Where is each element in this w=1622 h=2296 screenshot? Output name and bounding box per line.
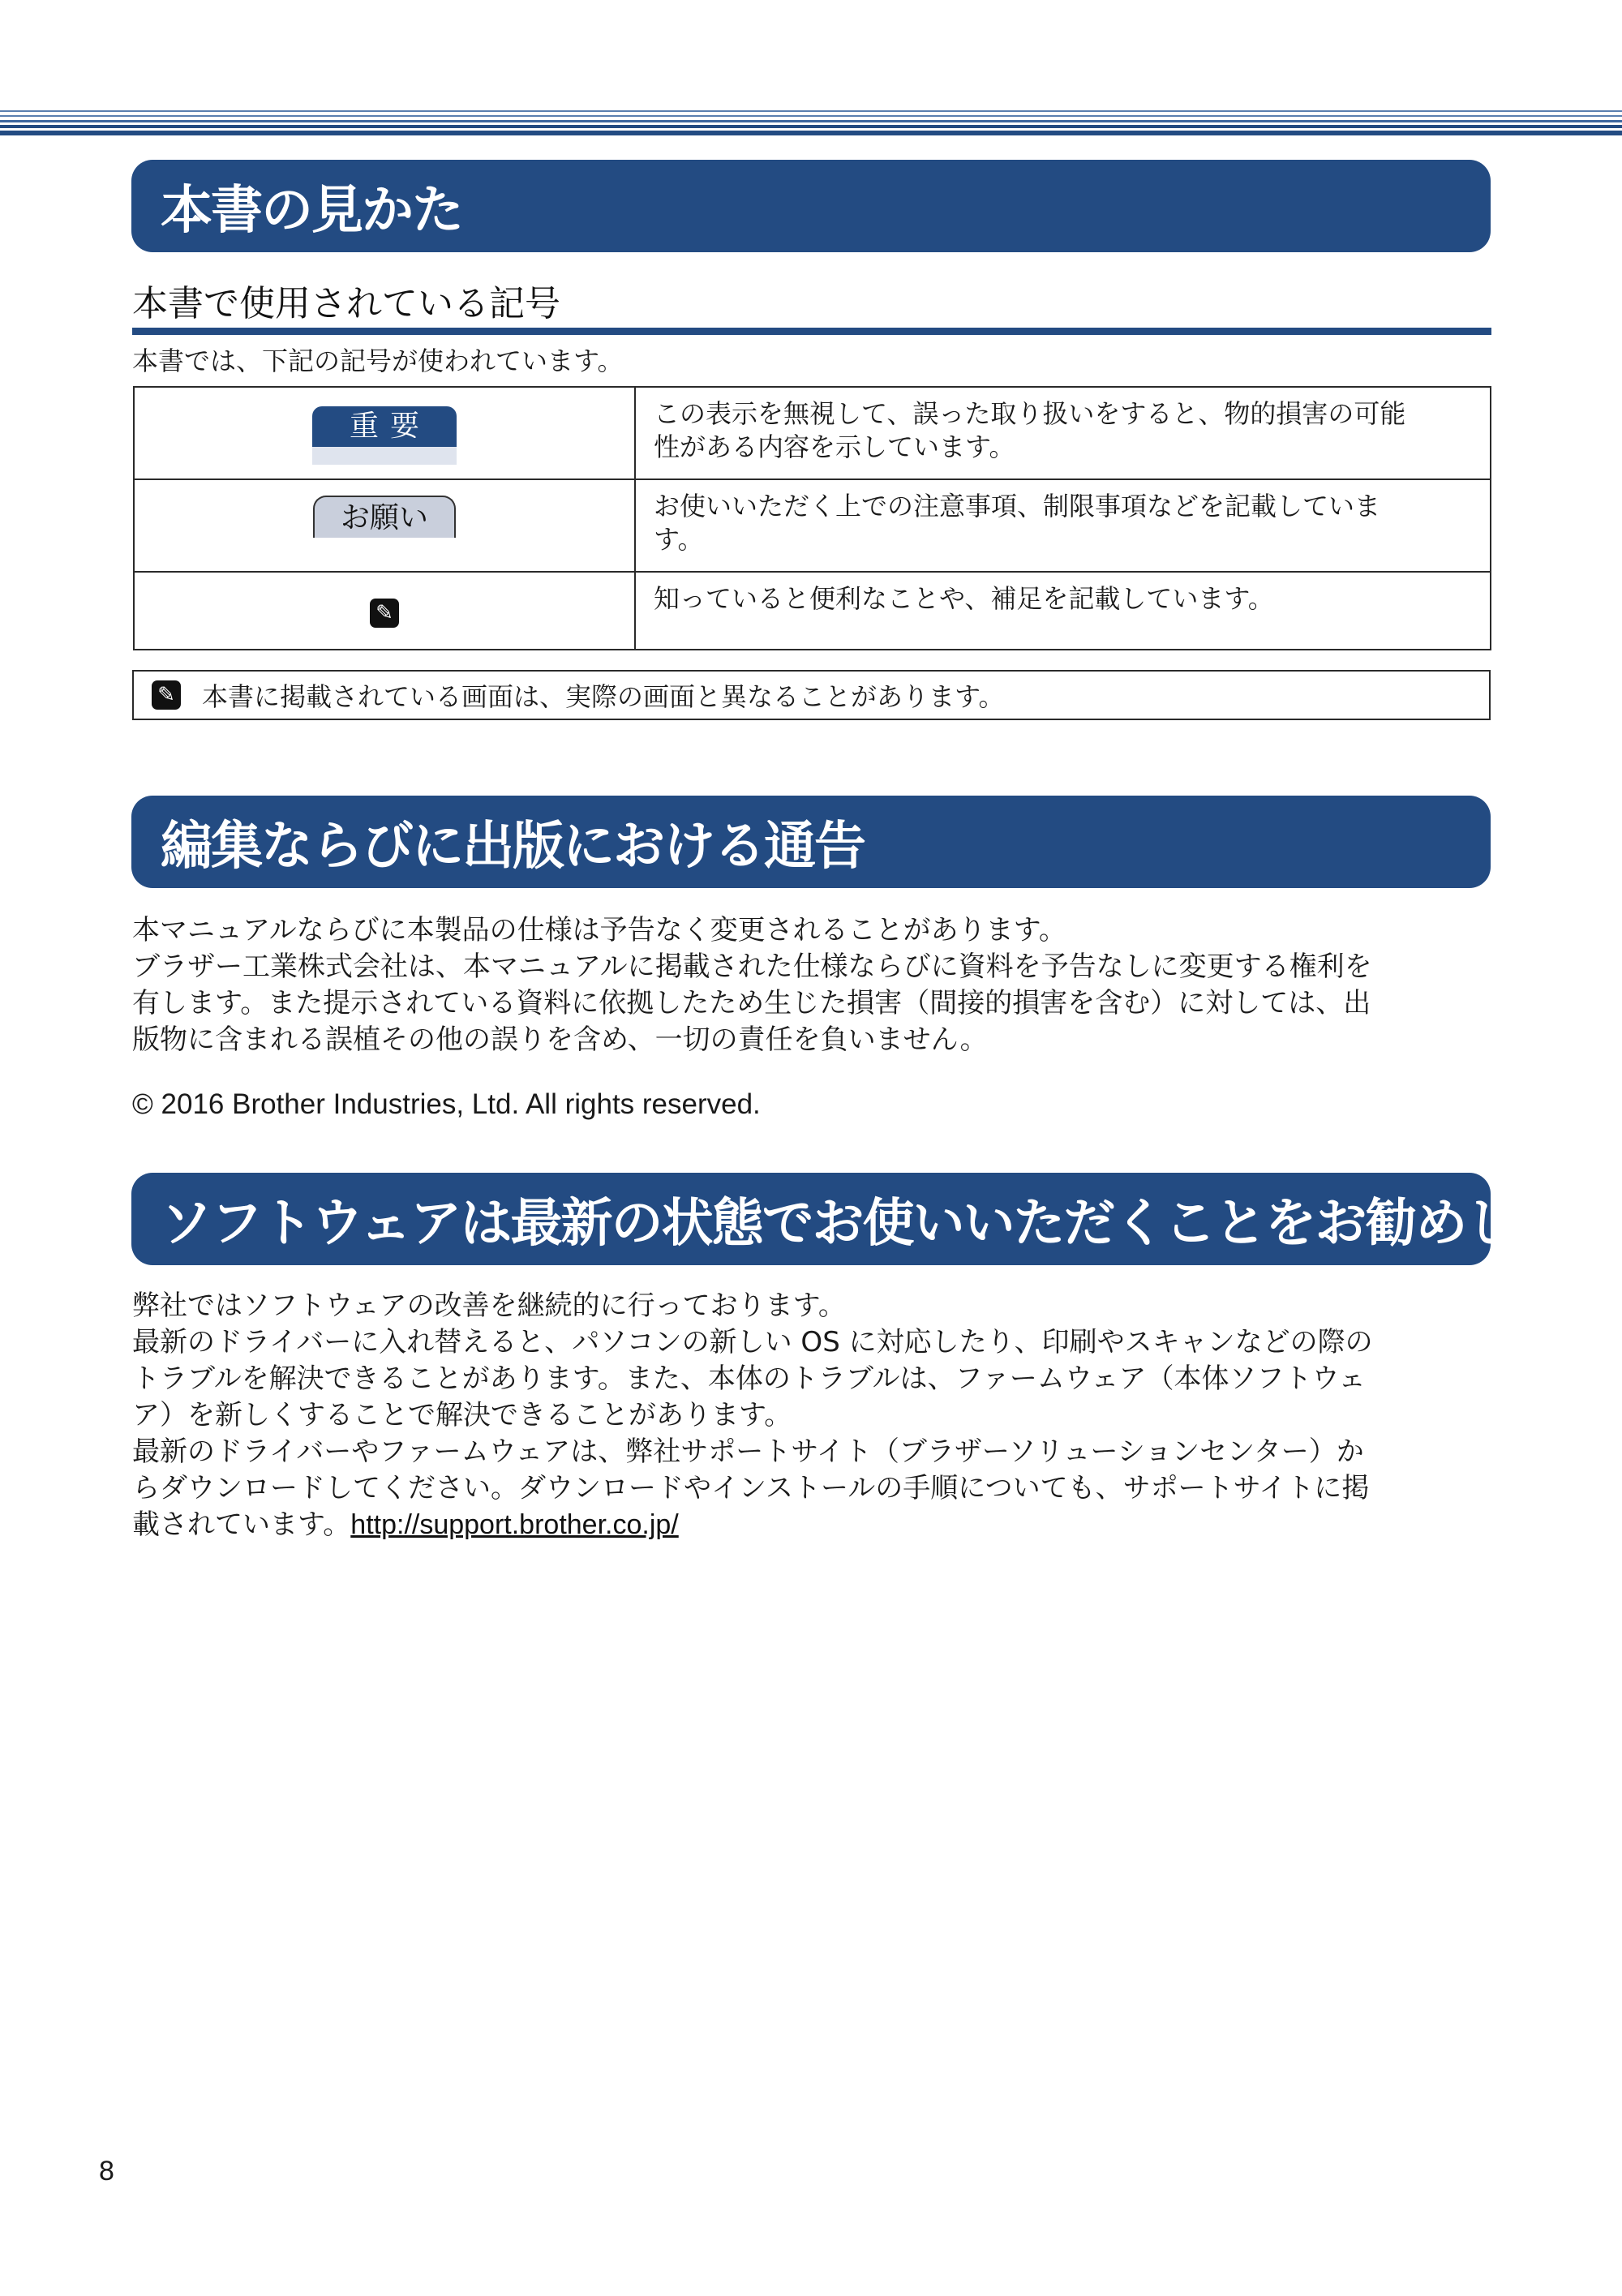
paragraph-text: 載されています。	[132, 1508, 351, 1541]
section-title-text: 本書の見かた	[161, 181, 462, 241]
page-number: 8	[99, 2156, 114, 2187]
symbols-table	[133, 386, 1491, 650]
support-link[interactable]: http://support.brother.co.jp/	[350, 1509, 679, 1540]
table-row	[134, 479, 1491, 572]
paragraph-line	[132, 1507, 1495, 1543]
paragraph-line: 最新のドライバーやファームウェアは、弊社サポートサイト（ブラザーソリューションセンター）か	[132, 1436, 1364, 1468]
important-badge: 重要	[312, 406, 457, 465]
note-icon: ✎	[370, 599, 399, 628]
paragraph-line: 本マニュアルならびに本製品の仕様は予告なく変更されることがあります。	[132, 914, 1066, 946]
paragraph-line: 最新のドライバーに入れ替えると、パソコンの新しい OS に対応したり、印刷やスキャンなどの際の	[132, 1326, 1373, 1358]
subsection-title: 本書で使用されている記号	[132, 283, 560, 324]
description-line: お使いいただく上での注意事項、制限事項などを記載していま	[654, 491, 1381, 521]
section-title-text: 編集ならびに出版における通告	[161, 817, 865, 877]
note-icon: ✎	[152, 680, 181, 710]
request-badge: お願い	[313, 496, 456, 538]
symbol-cell	[134, 479, 635, 572]
copyright-text: © 2016 Brother Industries, Ltd. All rights reserved.	[132, 1088, 761, 1120]
description-line: この表示を無視して、誤った取り扱いをすると、物的損害の可能	[654, 398, 1406, 429]
software-paragraph	[132, 1288, 1495, 1543]
paragraph-line: らダウンロードしてください。ダウンロードやインストールの手順についても、サポートサイトに掲	[132, 1472, 1370, 1504]
intro-text: 本書では、下記の記号が使われています。	[132, 345, 624, 376]
description-cell	[635, 387, 1491, 479]
memo-box	[132, 670, 1491, 720]
table-row	[134, 387, 1491, 479]
section-title-text: ソフトウェアは最新の状態でお使いいただくことをお勧めします	[161, 1194, 1617, 1254]
description-cell	[635, 572, 1491, 650]
description-line: 性がある内容を示しています。	[654, 431, 1015, 462]
paragraph-line: 弊社ではソフトウェアの改善を継続的に行っております。	[132, 1290, 846, 1322]
description-line: す。	[654, 523, 704, 555]
section-title-software	[131, 1173, 1617, 1265]
symbol-cell	[134, 572, 635, 650]
memo-text: 本書に掲載されている画面は、実際の画面と異なることがあります。	[202, 681, 1005, 712]
description-line: 知っていると便利なことや、補足を記載しています。	[654, 583, 1274, 614]
symbol-cell	[134, 387, 635, 479]
paragraph-line: 版物に含まれる誤植その他の誤りを含め、一切の責任を負いません。	[132, 1024, 988, 1056]
table-row	[134, 572, 1491, 650]
paragraph-line: 有します。また提示されている資料に依拠したため生じた損害（間接的損害を含む）に対しては、出	[132, 987, 1371, 1019]
paragraph-line: ア）を新しくすることで解決できることがあります。	[132, 1399, 792, 1431]
notice-paragraph	[132, 912, 1495, 1058]
paragraph-line: トラブルを解決できることがあります。また、本体のトラブルは、ファームウェア（本体ソフトウェ	[132, 1363, 1367, 1395]
paragraph-line: ブラザー工業株式会社は、本マニュアルに掲載された仕様ならびに資料を予告なしに変更する権利を	[132, 951, 1372, 983]
section-title-notice	[131, 796, 1491, 888]
description-cell	[635, 479, 1491, 572]
subsection-rule	[132, 328, 1491, 335]
section-title-how-to-read	[131, 160, 1491, 252]
